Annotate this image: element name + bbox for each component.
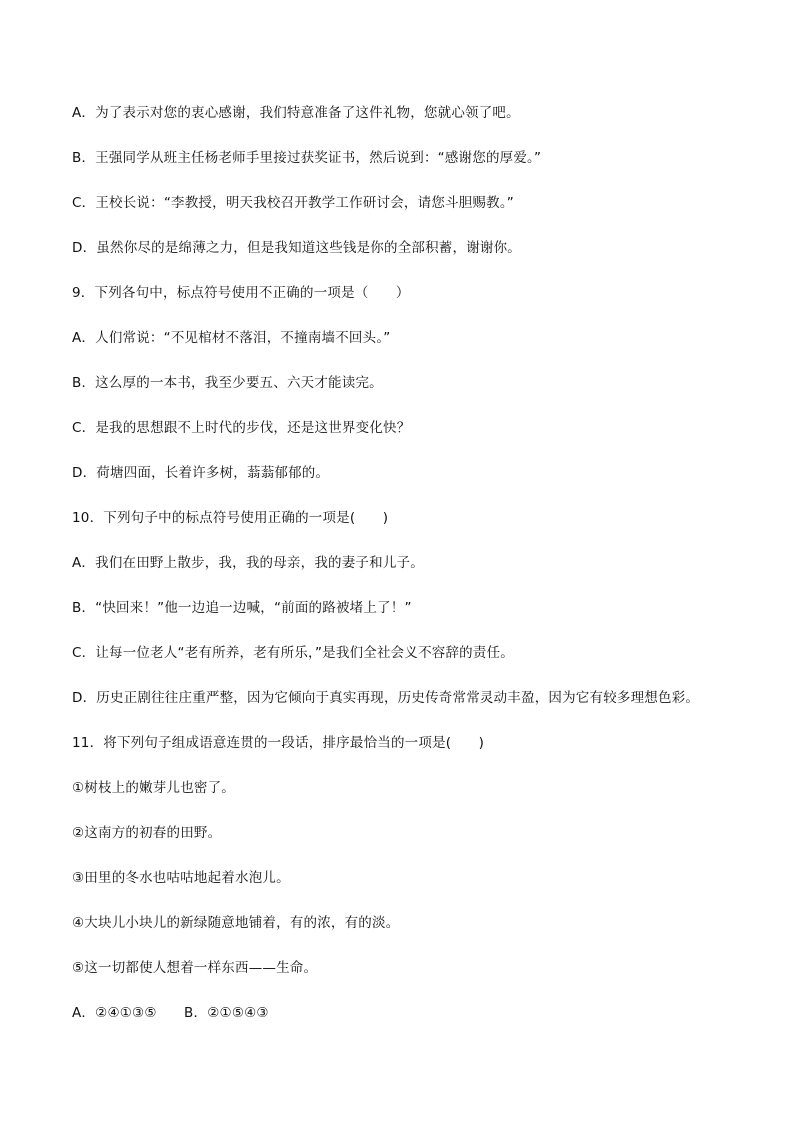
q10-option-b: B．“快回来！”他一边追一边喊，“前面的路被堵上了！”	[72, 600, 412, 616]
q10-option-d: D．历史正剧往往庄重严整，因为它倾向于真实再现，历史传奇常常灵动丰盈，因为它有较多理想色彩。	[72, 690, 700, 706]
q8-option-c: C．王校长说：“李教授，明天我校召开教学工作研讨会，请您斗胆赐教。”	[72, 195, 514, 211]
q8-option-d: D．虽然你尽的是绵薄之力，但是我知道这些钱是你的全部积蓄，谢谢你。	[72, 240, 521, 256]
q11-sentence-2: ②这南方的初春的田野。	[72, 825, 222, 841]
q9-stem: 9．下列各句中，标点符号使用不正确的一项是（ ）	[72, 285, 410, 301]
q10-option-a: A．我们在田野上散步，我，我的母亲，我的妻子和儿子。	[72, 555, 424, 571]
q11-sentence-4: ④大块儿小块儿的新绿随意地铺着，有的浓，有的淡。	[72, 915, 400, 931]
q10-stem: 10．下列句子中的标点符号使用正确的一项是( )	[72, 510, 389, 526]
q9-option-a: A．人们常说：“不见棺材不落泪，不撞南墙不回头。”	[72, 330, 391, 346]
q10-option-c: C．让每一位老人“老有所养，老有所乐，”是我们全社会义不容辞的责任。	[72, 645, 514, 661]
q11-options: A．②④①③⑤ B．②①⑤④③	[72, 1005, 269, 1021]
q8-option-b: B．王强同学从班主任杨老师手里接过获奖证书，然后说到：“感谢您的厚爱。”	[72, 150, 542, 166]
q9-option-d: D．荷塘四面，长着许多树，蓊蓊郁郁的。	[72, 465, 330, 481]
q11-stem: 11．将下列句子组成语意连贯的一段话，排序最恰当的一项是( )	[72, 735, 485, 751]
q11-sentence-1: ①树枝上的嫩芽儿也密了。	[72, 780, 236, 796]
q9-option-b: B．这么厚的一本书，我至少要五、六天才能读完。	[72, 375, 383, 391]
q9-option-c: C．是我的思想跟不上时代的步伐，还是这世界变化快？	[72, 420, 411, 436]
q11-sentence-3: ③田里的冬水也咕咕地起着水泡儿。	[72, 870, 290, 886]
q8-option-a: A．为了表示对您的衷心感谢，我们特意准备了这件礼物，您就心领了吧。	[72, 105, 520, 121]
q11-sentence-5: ⑤这一切都使人想着一样东西——生命。	[72, 960, 318, 976]
